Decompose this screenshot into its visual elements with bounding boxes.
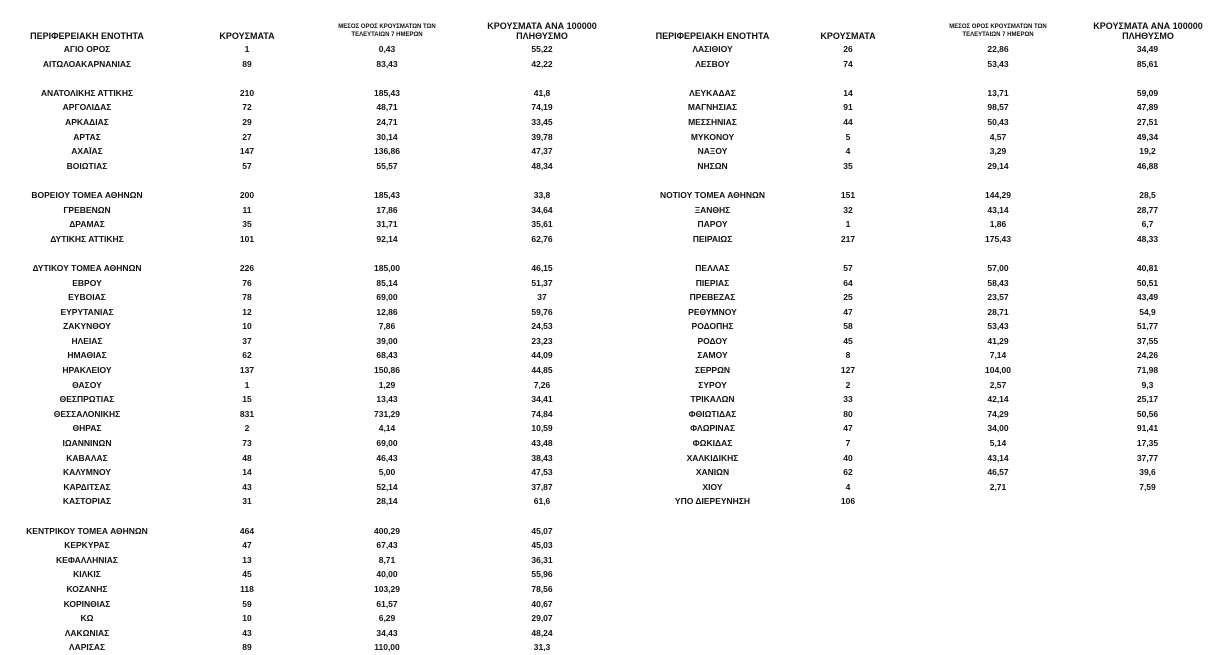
avg-cell: 7,14 <box>989 350 1007 361</box>
per-100k-cell: 33,45 <box>531 116 553 127</box>
header-avg <box>312 23 462 39</box>
region-cell: ΑΡΚΑΔΙΑΣ <box>65 116 109 127</box>
avg-cell: 17,86 <box>376 204 398 215</box>
region-cell: ΔΥΤΙΚΗΣ ΑΤΤΙΚΗΣ <box>50 233 124 244</box>
per-100k-cell: 19,2 <box>1139 146 1156 157</box>
region-cell: ΛΑΚΩΝΙΑΣ <box>64 627 110 638</box>
avg-cell: 13,43 <box>376 394 398 405</box>
header-per-line2: ΠΛΗΘΥΣΜΟ <box>1122 31 1174 41</box>
avg-cell: 136,86 <box>374 146 400 157</box>
region-cell: ΖΑΚΥΝΘΟΥ <box>63 321 111 332</box>
per-100k-cell: 85,61 <box>1136 58 1159 69</box>
per-100k-cell: 38,43 <box>531 452 553 463</box>
header-per-line2: ΠΛΗΘΥΣΜΟ <box>516 31 568 41</box>
region-cell: ΦΛΩΡΙΝΑΣ <box>690 423 735 434</box>
per-100k-cell: 39,78 <box>531 131 553 142</box>
cases-cell: 4 <box>845 146 851 157</box>
per-100k-cell: 34,41 <box>531 394 553 405</box>
per-100k-cell: 48,33 <box>1136 233 1159 244</box>
avg-cell: 58,43 <box>987 277 1009 288</box>
avg-cell: 48,71 <box>376 102 398 113</box>
per-100k-cell: 34,64 <box>531 204 553 215</box>
cases-cell: 58 <box>843 321 853 332</box>
per-100k-cell: 24,26 <box>1136 350 1159 361</box>
avg-cell: 8,71 <box>378 554 396 565</box>
avg-cell: 150,86 <box>374 365 400 376</box>
avg-cell: 4,14 <box>378 423 396 434</box>
cases-cell: 31 <box>242 496 252 507</box>
per-100k-cell: 36,31 <box>531 554 553 565</box>
cases-cell: 1 <box>244 379 250 390</box>
per-100k-cell: 46,15 <box>531 262 553 273</box>
avg-cell: 39,00 <box>376 335 398 346</box>
cases-cell: 72 <box>242 102 252 113</box>
region-cell: ΦΘΙΩΤΙΔΑΣ <box>688 408 737 419</box>
cases-cell: 5 <box>845 131 851 142</box>
per-100k-cell: 91,41 <box>1136 423 1159 434</box>
cases-cell: 45 <box>242 569 252 580</box>
region-cell: ΚΙΛΚΙΣ <box>73 569 101 580</box>
cases-cell: 29 <box>242 116 252 127</box>
region-cell: ΥΠΟ ΔΙΕΡΕΥΝΗΣΗ <box>674 496 751 507</box>
avg-cell: 5,00 <box>378 467 396 478</box>
per-100k-cell: 41,8 <box>533 87 551 98</box>
region-cell: ΜΥΚΟΝΟΥ <box>690 131 735 142</box>
per-100k-cell: 50,56 <box>1136 408 1159 419</box>
region-cell: ΣΕΡΡΩΝ <box>694 365 731 376</box>
avg-cell: 185,00 <box>374 262 400 273</box>
cases-cell: 11 <box>242 204 252 215</box>
region-cell: ΘΕΣΠΡΩΤΙΑΣ <box>59 394 115 405</box>
region-cell: ΚΩ <box>80 613 94 624</box>
per-100k-cell: 37,77 <box>1136 452 1159 463</box>
per-100k-cell: 7,59 <box>1139 481 1156 492</box>
region-cell: ΡΕΘΥΜΝΟΥ <box>688 306 737 317</box>
avg-cell: 23,57 <box>987 292 1009 303</box>
per-100k-cell: 44,09 <box>531 350 553 361</box>
avg-cell: 2,57 <box>989 379 1007 390</box>
cases-cell: 73 <box>242 438 252 449</box>
per-100k-cell: 51,37 <box>531 277 553 288</box>
avg-cell: 46,57 <box>987 467 1009 478</box>
avg-cell: 46,43 <box>376 452 398 463</box>
region-cell: ΙΩΑΝΝΙΝΩΝ <box>62 438 112 449</box>
region-cell: ΑΓΙΟ ΟΡΟΣ <box>63 44 111 54</box>
per-100k-cell: 59,09 <box>1136 87 1159 98</box>
header-per-line1: ΚΡΟΥΣΜΑΤΑ ΑΝΑ 100000 <box>1093 21 1203 31</box>
per-100k-cell: 33,8 <box>533 189 551 200</box>
region-cell: ΑΡΓΟΛΙΔΑΣ <box>62 102 112 113</box>
per-100k-cell: 35,61 <box>531 219 553 230</box>
per-100k-cell: 59,76 <box>531 306 553 317</box>
avg-cell: 29,14 <box>987 160 1009 171</box>
cases-cell: 7 <box>845 438 851 449</box>
cases-cell: 8 <box>845 350 851 361</box>
cases-cell: 89 <box>242 642 252 653</box>
per-100k-cell: 55,96 <box>531 569 553 580</box>
avg-cell: 61,57 <box>376 598 398 609</box>
per-100k-cell: 55,22 <box>531 44 553 54</box>
cases-cell: 4 <box>845 481 851 492</box>
cases-cell: 1 <box>244 44 250 54</box>
cases-cell: 45 <box>843 335 853 346</box>
avg-cell: 55,57 <box>376 160 398 171</box>
cases-cell: 101 <box>239 233 255 244</box>
header-region: ΠΕΡΙΦΕΡΕΙΑΚΗ ΕΝΟΤΗΤΑ <box>655 31 770 41</box>
avg-cell: 144,29 <box>985 189 1011 200</box>
cases-cell: 106 <box>840 496 856 507</box>
region-cell: ΚΟΡΙΝΘΙΑΣ <box>63 598 111 609</box>
cases-cell: 47 <box>843 306 853 317</box>
avg-cell: 4,57 <box>989 131 1007 142</box>
region-cell: ΧΑΝΙΩΝ <box>695 467 730 478</box>
avg-cell: 40,00 <box>376 569 398 580</box>
region-cell: ΜΕΣΣΗΝΙΑΣ <box>688 116 737 127</box>
avg-cell: 41,29 <box>987 335 1009 346</box>
avg-cell: 3,29 <box>989 146 1007 157</box>
cases-cell: 200 <box>239 189 255 200</box>
per-100k-cell: 61,6 <box>533 496 551 507</box>
cases-cell: 26 <box>843 44 853 54</box>
per-100k-cell: 40,67 <box>531 598 553 609</box>
per-100k-cell: 51,77 <box>1136 321 1159 332</box>
cases-cell: 40 <box>843 452 853 463</box>
per-100k-cell: 34,49 <box>1136 44 1159 54</box>
avg-cell: 185,43 <box>374 189 400 200</box>
cases-cell: 464 <box>239 525 255 536</box>
region-cell: ΣΥΡΟΥ <box>698 379 727 390</box>
per-100k-cell: 37 <box>537 292 547 303</box>
avg-cell: 28,71 <box>987 306 1009 317</box>
region-cell: ΕΒΡΟΥ <box>72 277 102 288</box>
avg-cell: 43,14 <box>987 452 1009 463</box>
per-100k-cell: 37,87 <box>531 481 553 492</box>
cases-cell: 80 <box>843 408 853 419</box>
per-100k-cell: 29,07 <box>531 613 553 624</box>
cases-cell: 2 <box>845 379 851 390</box>
cases-cell: 127 <box>840 365 856 376</box>
cases-cell: 217 <box>840 233 856 244</box>
cases-cell: 33 <box>843 394 853 405</box>
region-cell: ΚΕΝΤΡΙΚΟΥ ΤΟΜΕΑ ΑΘΗΝΩΝ <box>26 525 148 536</box>
cases-cell: 831 <box>239 408 255 419</box>
cases-cell: 62 <box>242 350 252 361</box>
cases-cell: 47 <box>843 423 853 434</box>
header-per-100k <box>477 21 607 41</box>
cases-cell: 14 <box>242 467 252 478</box>
avg-cell: 74,29 <box>987 408 1009 419</box>
per-100k-cell: 48,34 <box>531 160 553 171</box>
per-100k-cell: 46,88 <box>1136 160 1159 171</box>
header-cases: ΚΡΟΥΣΜΑΤΑ <box>219 31 275 41</box>
per-100k-cell: 50,51 <box>1136 277 1159 288</box>
per-100k-cell: 7,26 <box>533 379 551 390</box>
region-cell: ΡΟΔΟΠΗΣ <box>691 321 734 332</box>
per-100k-cell: 9,3 <box>1141 379 1154 390</box>
cases-cell: 10 <box>242 321 252 332</box>
avg-cell: 68,43 <box>376 350 398 361</box>
avg-cell: 12,86 <box>376 306 398 317</box>
per-100k-cell: 71,98 <box>1136 365 1159 376</box>
avg-cell: 50,43 <box>987 116 1009 127</box>
cases-cell: 13 <box>242 554 252 565</box>
avg-cell: 7,86 <box>378 321 396 332</box>
cases-cell: 2 <box>244 423 250 434</box>
cases-cell: 25 <box>843 292 853 303</box>
per-100k-cell: 31,3 <box>533 642 551 653</box>
per-100k-cell: 49,34 <box>1136 131 1159 142</box>
cases-cell: 76 <box>242 277 252 288</box>
per-100k-cell: 17,35 <box>1136 438 1159 449</box>
cases-cell: 27 <box>242 131 252 142</box>
cases-cell: 12 <box>242 306 252 317</box>
avg-cell: 31,71 <box>376 219 398 230</box>
per-100k-cell: 40,81 <box>1136 262 1159 273</box>
header-avg-line2: ΤΕΛΕΥΤΑΙΩΝ 7 ΗΜΕΡΩΝ <box>962 32 1034 38</box>
per-100k-cell: 45,07 <box>531 525 553 536</box>
avg-cell: 43,14 <box>987 204 1009 215</box>
region-cell: ΝΟΤΙΟΥ ΤΟΜΕΑ ΑΘΗΝΩΝ <box>659 189 766 200</box>
region-cell: ΑΙΤΩΛΟΑΚΑΡΝΑΝΙΑΣ <box>42 58 132 69</box>
region-cell: ΧΙΟΥ <box>702 481 723 492</box>
cases-cell: 37 <box>242 335 252 346</box>
per-100k-cell: 74,84 <box>531 408 553 419</box>
header-per-line1: ΚΡΟΥΣΜΑΤΑ ΑΝΑ 100000 <box>487 21 597 31</box>
per-100k-cell: 45,03 <box>531 540 553 551</box>
region-cell: ΚΑΛΥΜΝΟΥ <box>62 467 112 478</box>
per-100k-cell: 10,59 <box>531 423 553 434</box>
avg-cell: 69,00 <box>376 438 398 449</box>
header-avg-line1: ΜΕΣΟΣ ΟΡΟΣ ΚΡΟΥΣΜΑΤΩΝ ΤΩΝ <box>949 24 1047 30</box>
per-100k-cell: 47,37 <box>531 146 553 157</box>
per-100k-cell: 37,55 <box>1136 335 1159 346</box>
region-cell: ΞΑΝΘΗΣ <box>694 204 731 215</box>
cases-cell: 32 <box>843 204 853 215</box>
avg-cell: 42,14 <box>987 394 1009 405</box>
cases-cell: 226 <box>239 262 255 273</box>
region-cell: ΒΟΙΩΤΙΑΣ <box>66 160 108 171</box>
avg-cell: 52,14 <box>376 481 398 492</box>
region-cell: ΜΑΓΝΗΣΙΑΣ <box>687 102 738 113</box>
avg-cell: 28,14 <box>376 496 398 507</box>
region-cell: ΝΑΞΟΥ <box>697 146 728 157</box>
cases-cell: 210 <box>239 87 255 98</box>
avg-cell: 83,43 <box>376 58 398 69</box>
avg-cell: 103,29 <box>374 583 400 594</box>
region-cell: ΧΑΛΚΙΔΙΚΗΣ <box>686 452 739 463</box>
cases-cell: 35 <box>843 160 853 171</box>
cases-cell: 35 <box>242 219 252 230</box>
per-100k-cell: 48,24 <box>531 627 553 638</box>
cases-cell: 57 <box>242 160 252 171</box>
region-cell: ΛΕΣΒΟΥ <box>695 58 730 69</box>
avg-cell: 34,43 <box>376 627 398 638</box>
region-cell: ΔΥΤΙΚΟΥ ΤΟΜΕΑ ΑΘΗΝΩΝ <box>32 262 142 273</box>
header-per-100k <box>1083 21 1213 41</box>
region-cell: ΡΟΔΟΥ <box>697 335 728 346</box>
region-cell: ΘΕΣΣΑΛΟΝΙΚΗΣ <box>53 408 121 419</box>
avg-cell: 104,00 <box>985 365 1011 376</box>
cases-cell: 47 <box>242 540 252 551</box>
header-region: ΠΕΡΙΦΕΡΕΙΑΚΗ ΕΝΟΤΗΤΑ <box>30 31 144 41</box>
avg-cell: 98,57 <box>987 102 1009 113</box>
per-100k-cell: 28,77 <box>1136 204 1159 215</box>
region-cell: ΗΡΑΚΛΕΙΟΥ <box>62 365 112 376</box>
header-avg-line2: ΤΕΛΕΥΤΑΙΩΝ 7 ΗΜΕΡΩΝ <box>351 32 423 38</box>
region-cell: ΓΡΕΒΕΝΩΝ <box>63 204 111 215</box>
per-100k-cell: 47,89 <box>1136 102 1159 113</box>
region-cell: ΔΡΑΜΑΣ <box>69 219 105 230</box>
region-cell: ΦΩΚΙΔΑΣ <box>692 438 733 449</box>
region-cell: ΘΑΣΟΥ <box>72 379 102 390</box>
avg-cell: 53,43 <box>987 321 1009 332</box>
per-100k-cell: 39,6 <box>1139 467 1156 478</box>
cases-cell: 78 <box>242 292 252 303</box>
region-cell: ΕΥΡΥΤΑΝΙΑΣ <box>60 306 114 317</box>
cases-cell: 59 <box>242 598 252 609</box>
per-100k-cell: 78,56 <box>531 583 553 594</box>
avg-cell: 92,14 <box>376 233 398 244</box>
region-cell: ΠΑΡΟΥ <box>697 219 728 230</box>
region-cell: ΚΟΖΑΝΗΣ <box>66 583 108 594</box>
avg-cell: 1,86 <box>989 219 1007 230</box>
per-100k-cell: 44,85 <box>531 365 553 376</box>
avg-cell: 57,00 <box>987 262 1009 273</box>
region-cell: ΘΗΡΑΣ <box>72 423 102 434</box>
per-100k-cell: 27,51 <box>1136 116 1159 127</box>
per-100k-cell: 62,76 <box>531 233 553 244</box>
region-cell: ΚΕΦΑΛΛΗΝΙΑΣ <box>56 554 118 565</box>
cases-cell: 48 <box>242 452 252 463</box>
avg-cell: 2,71 <box>989 481 1007 492</box>
avg-cell: 1,29 <box>378 379 396 390</box>
cases-cell: 89 <box>242 58 252 69</box>
per-100k-cell: 74,19 <box>531 102 553 113</box>
avg-cell: 34,00 <box>987 423 1009 434</box>
avg-cell: 69,00 <box>376 292 398 303</box>
region-cell: ΛΑΣΙΘΙΟΥ <box>692 44 733 54</box>
cases-cell: 118 <box>240 583 254 594</box>
region-cell: ΛΑΡΙΣΑΣ <box>68 642 106 653</box>
per-100k-cell: 23,23 <box>531 335 553 346</box>
region-cell: ΕΥΒΟΙΑΣ <box>68 292 106 303</box>
region-cell: ΚΑΣΤΟΡΙΑΣ <box>62 496 112 507</box>
region-cell: ΠΕΙΡΑΙΩΣ <box>692 233 733 244</box>
region-cell: ΗΛΕΙΑΣ <box>71 335 103 346</box>
cases-cell: 43 <box>242 627 252 638</box>
avg-cell: 53,43 <box>987 58 1009 69</box>
region-cell: ΗΜΑΘΙΑΣ <box>67 350 107 361</box>
per-100k-cell: 43,49 <box>1136 292 1159 303</box>
region-cell: ΑΧΑΪΑΣ <box>71 146 103 157</box>
per-100k-cell: 54,9 <box>1139 306 1156 317</box>
cases-cell: 147 <box>239 146 255 157</box>
avg-cell: 30,14 <box>376 131 398 142</box>
avg-cell: 6,29 <box>378 613 396 624</box>
region-cell: ΣΑΜΟΥ <box>697 350 728 361</box>
avg-cell: 67,43 <box>376 540 398 551</box>
avg-cell: 0,43 <box>378 44 396 54</box>
region-cell: ΠΡΕΒΕΖΑΣ <box>689 292 736 303</box>
cases-cell: 62 <box>843 467 853 478</box>
region-cell: ΝΗΣΩΝ <box>697 160 728 171</box>
cases-cell: 44 <box>843 116 853 127</box>
per-100k-cell: 42,22 <box>531 58 553 69</box>
per-100k-cell: 47,53 <box>531 467 553 478</box>
avg-cell: 24,71 <box>376 116 398 127</box>
region-cell: ΤΡΙΚΑΛΩΝ <box>690 394 735 405</box>
per-100k-cell: 43,48 <box>531 438 553 449</box>
cases-cell: 10 <box>242 613 252 624</box>
cases-cell: 64 <box>843 277 853 288</box>
header-avg-line1: ΜΕΣΟΣ ΟΡΟΣ ΚΡΟΥΣΜΑΤΩΝ ΤΩΝ <box>338 24 436 30</box>
region-cell: ΠΙΕΡΙΑΣ <box>695 277 730 288</box>
avg-cell: 22,86 <box>987 44 1009 54</box>
region-cell: ΚΑΡΔΙΤΣΑΣ <box>63 481 111 492</box>
avg-cell: 13,71 <box>987 87 1009 98</box>
avg-cell: 400,29 <box>374 525 400 536</box>
per-100k-cell: 28,5 <box>1139 189 1156 200</box>
per-100k-cell: 6,7 <box>1141 219 1154 230</box>
avg-cell: 175,43 <box>985 233 1011 244</box>
cases-cell: 57 <box>843 262 853 273</box>
avg-cell: 85,14 <box>376 277 398 288</box>
header-cases: ΚΡΟΥΣΜΑΤΑ <box>820 31 876 41</box>
region-cell: ΑΡΤΑΣ <box>73 131 101 142</box>
per-100k-cell: 25,17 <box>1136 394 1159 405</box>
cases-cell: 14 <box>843 87 853 98</box>
avg-cell: 110,00 <box>374 642 400 653</box>
avg-cell: 185,43 <box>374 87 400 98</box>
cases-cell: 43 <box>242 481 252 492</box>
region-cell: ΚΕΡΚΥΡΑΣ <box>64 540 110 551</box>
cases-cell: 151 <box>840 189 856 200</box>
region-cell: ΒΟΡΕΙΟΥ ΤΟΜΕΑ ΑΘΗΝΩΝ <box>31 189 143 200</box>
region-cell: ΚΑΒΑΛΑΣ <box>66 452 108 463</box>
avg-cell: 731,29 <box>374 408 400 419</box>
region-cell: ΛΕΥΚΑΔΑΣ <box>689 87 736 98</box>
cases-cell: 137 <box>239 365 255 376</box>
region-cell: ΠΕΛΛΑΣ <box>695 262 730 273</box>
cases-cell: 74 <box>843 58 853 69</box>
avg-cell: 5,14 <box>989 438 1007 449</box>
per-100k-cell: 24,53 <box>531 321 553 332</box>
cases-cell: 91 <box>843 102 853 113</box>
cases-cell: 1 <box>845 219 851 230</box>
cases-cell: 15 <box>242 394 252 405</box>
header-avg <box>923 23 1073 39</box>
region-cell: ΑΝΑΤΟΛΙΚΗΣ ΑΤΤΙΚΗΣ <box>40 87 134 98</box>
